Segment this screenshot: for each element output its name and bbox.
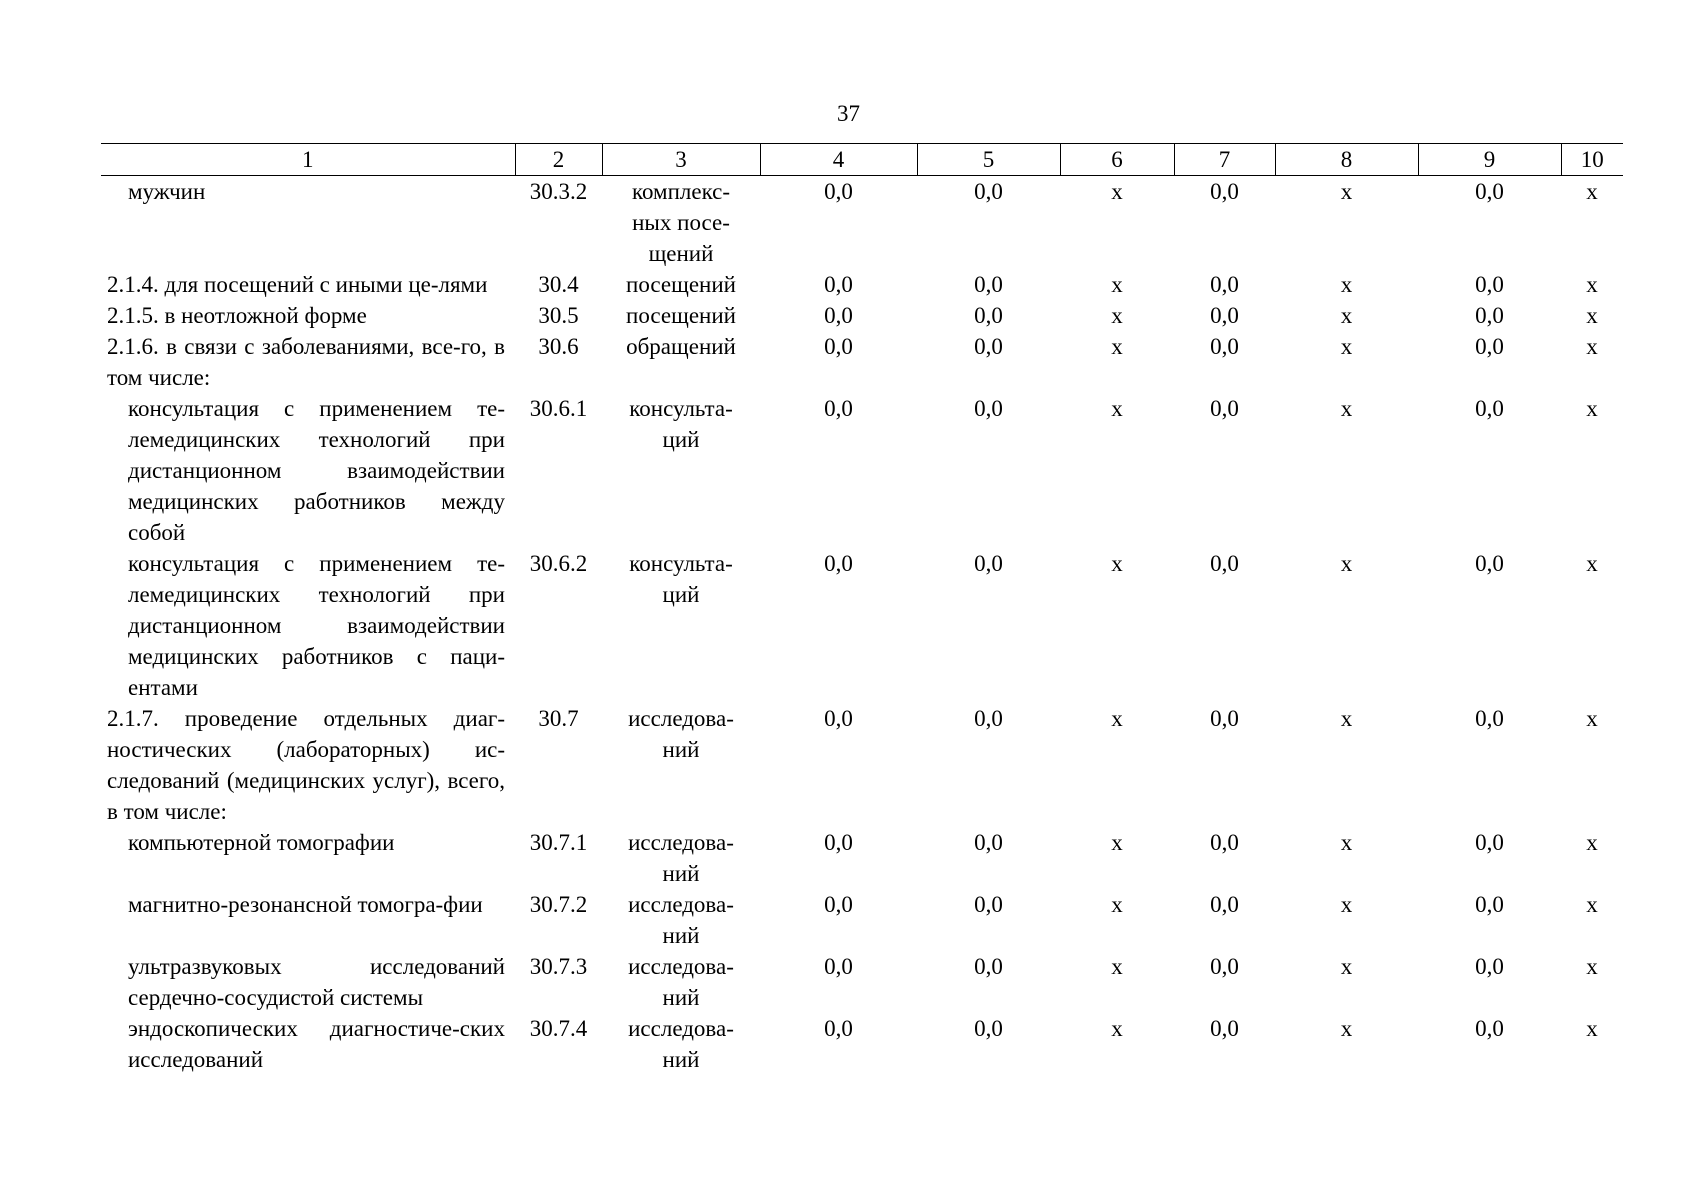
row-value-c6: х	[1111, 334, 1123, 359]
row-unit-line: исследова-	[628, 1016, 734, 1041]
row-value-c7: 0,0	[1210, 706, 1239, 731]
row-value-c5: 0,0	[974, 179, 1003, 204]
row-value-c8: х	[1340, 1016, 1353, 1041]
row-value-c5: 0,0	[974, 706, 1003, 731]
row-value-c6: х	[1111, 830, 1123, 855]
row-code: 30.6.1	[529, 396, 588, 421]
row-value-c5: 0,0	[974, 954, 1003, 979]
row-name: 2.1.6. в связи с заболеваниями, все-го, в том числе:	[107, 334, 505, 390]
row-unit-line: исследова-	[628, 954, 734, 979]
row-code: 30.7.4	[529, 1016, 588, 1041]
row-unit-line: ний	[662, 1047, 700, 1072]
row-unit-line: ний	[662, 923, 700, 948]
table-row	[101, 889, 1623, 951]
row-value-c4: 0,0	[824, 334, 853, 359]
row-unit-line: обращений	[626, 334, 736, 359]
row-value-c10: х	[1586, 1016, 1598, 1041]
row-unit-line: исследова-	[628, 892, 734, 917]
row-value-c8: х	[1340, 892, 1353, 917]
header-cell-10: 10	[1561, 144, 1623, 176]
header-cell-8: 8	[1275, 144, 1418, 176]
row-unit	[602, 703, 760, 827]
page-number: 37	[837, 101, 860, 126]
row-value-c9: 0,0	[1475, 954, 1504, 979]
row-unit	[602, 951, 760, 1013]
row-value-c9: 0,0	[1475, 706, 1504, 731]
row-name: магнитно-резонансной томогра-фии	[128, 892, 483, 917]
row-value-c6: х	[1111, 551, 1123, 576]
row-value-c8: х	[1340, 551, 1353, 576]
row-value-c6: х	[1111, 954, 1123, 979]
row-code: 30.3.2	[529, 179, 588, 204]
row-unit	[602, 393, 760, 548]
row-value-c6: х	[1111, 303, 1123, 328]
header-cell-1: 1	[101, 144, 515, 176]
header-cell-9: 9	[1418, 144, 1561, 176]
row-value-c4: 0,0	[824, 396, 853, 421]
header-cell-5: 5	[917, 144, 1060, 176]
row-value-c7: 0,0	[1210, 396, 1239, 421]
row-unit	[602, 548, 760, 703]
row-value-c10: х	[1586, 334, 1598, 359]
row-value-c8: х	[1340, 334, 1353, 359]
row-value-c10: х	[1586, 551, 1598, 576]
row-value-c4: 0,0	[824, 706, 853, 731]
row-unit-line: исследова-	[628, 830, 734, 855]
row-unit-line: комплекс-	[631, 179, 731, 204]
row-unit	[602, 827, 760, 889]
row-value-c4: 0,0	[824, 272, 853, 297]
table-header	[101, 144, 1623, 176]
row-value-c7: 0,0	[1210, 334, 1239, 359]
row-code: 30.6	[538, 334, 579, 359]
row-value-c7: 0,0	[1210, 551, 1239, 576]
header-cell-3: 3	[602, 144, 760, 176]
row-value-c5: 0,0	[974, 892, 1003, 917]
row-value-c7: 0,0	[1210, 830, 1239, 855]
row-value-c4: 0,0	[824, 303, 853, 328]
table-row	[101, 393, 1623, 548]
row-value-c8: х	[1340, 954, 1353, 979]
row-code: 30.5	[538, 303, 579, 328]
row-value-c5: 0,0	[974, 303, 1003, 328]
table-row	[101, 827, 1623, 889]
row-value-c5: 0,0	[974, 551, 1003, 576]
row-code: 30.6.2	[529, 551, 588, 576]
row-unit-line: ных посе-	[632, 210, 730, 235]
row-value-c8: х	[1340, 272, 1353, 297]
row-name: мужчин	[128, 179, 206, 204]
row-value-c10: х	[1586, 830, 1598, 855]
row-value-c4: 0,0	[824, 179, 853, 204]
row-name: 2.1.7. проведение отдельных диаг-ностических (лабораторных) ис-следований (медицинских услуг), всего, в том числе:	[107, 706, 505, 824]
row-value-c4: 0,0	[824, 1016, 853, 1041]
row-value-c7: 0,0	[1210, 954, 1239, 979]
header-cell-6: 6	[1060, 144, 1174, 176]
row-name: консультация с применением те-лемедицинских технологий при дистанционном взаимодействии медицинских работников с паци-ентами	[128, 551, 505, 700]
row-value-c10: х	[1586, 303, 1598, 328]
row-value-c4: 0,0	[824, 892, 853, 917]
row-value-c9: 0,0	[1475, 892, 1504, 917]
row-unit-line: посещений	[626, 303, 736, 328]
row-value-c4: 0,0	[824, 551, 853, 576]
row-unit-line: ций	[662, 582, 700, 607]
table-row	[101, 1013, 1623, 1075]
table-row	[101, 269, 1623, 300]
row-code: 30.7	[538, 706, 579, 731]
row-value-c6: х	[1111, 892, 1123, 917]
table-row	[101, 176, 1623, 270]
row-unit-line: ний	[662, 861, 700, 886]
row-unit-line: посещений	[626, 272, 736, 297]
row-value-c5: 0,0	[974, 1016, 1003, 1041]
row-value-c8: х	[1340, 179, 1353, 204]
row-unit	[602, 300, 760, 331]
row-code: 30.7.2	[529, 892, 588, 917]
row-unit-line: ций	[662, 427, 700, 452]
row-value-c9: 0,0	[1475, 272, 1504, 297]
table-body	[101, 176, 1623, 1076]
row-value-c10: х	[1586, 954, 1598, 979]
row-value-c6: х	[1111, 706, 1123, 731]
row-name: ультразвуковых исследований сердечно-сосудистой системы	[128, 954, 505, 1010]
row-value-c6: х	[1111, 179, 1123, 204]
row-unit-line: консульта-	[629, 396, 733, 421]
row-value-c8: х	[1340, 830, 1353, 855]
row-unit-line: ний	[662, 985, 700, 1010]
header-row	[101, 144, 1623, 176]
row-value-c7: 0,0	[1210, 303, 1239, 328]
row-unit	[602, 889, 760, 951]
header-cell-2: 2	[515, 144, 602, 176]
row-value-c10: х	[1586, 396, 1598, 421]
row-unit	[602, 176, 760, 270]
row-value-c9: 0,0	[1475, 334, 1504, 359]
row-value-c8: х	[1340, 396, 1353, 421]
row-value-c6: х	[1111, 396, 1123, 421]
row-value-c8: х	[1340, 303, 1353, 328]
table-row	[101, 548, 1623, 703]
row-value-c7: 0,0	[1210, 179, 1239, 204]
row-value-c9: 0,0	[1475, 551, 1504, 576]
row-name: консультация с применением те-лемедицинских технологий при дистанционном взаимодействии медицинских работников между собой	[128, 396, 505, 545]
row-name: компьютерной томографии	[128, 830, 395, 855]
row-value-c6: х	[1111, 1016, 1123, 1041]
row-value-c9: 0,0	[1475, 830, 1504, 855]
data-table	[101, 143, 1623, 1075]
row-value-c10: х	[1586, 272, 1598, 297]
row-value-c9: 0,0	[1475, 1016, 1504, 1041]
row-value-c9: 0,0	[1475, 303, 1504, 328]
row-unit	[602, 269, 760, 300]
table-row	[101, 951, 1623, 1013]
row-value-c9: 0,0	[1475, 179, 1504, 204]
row-name: эндоскопических диагностиче-ских исследований	[128, 1016, 505, 1072]
row-value-c6: х	[1111, 272, 1123, 297]
row-code: 30.4	[538, 272, 579, 297]
row-value-c10: х	[1586, 706, 1598, 731]
row-value-c8: х	[1340, 706, 1353, 731]
row-unit-line: консульта-	[629, 551, 733, 576]
row-unit	[602, 331, 760, 393]
table-row	[101, 331, 1623, 393]
row-value-c5: 0,0	[974, 334, 1003, 359]
row-unit-line: ний	[662, 737, 700, 762]
row-value-c7: 0,0	[1210, 1016, 1239, 1041]
row-unit-line: щений	[648, 241, 714, 266]
header-cell-4: 4	[760, 144, 917, 176]
table-row	[101, 300, 1623, 331]
row-value-c7: 0,0	[1210, 272, 1239, 297]
row-value-c4: 0,0	[824, 830, 853, 855]
row-code: 30.7.1	[529, 830, 588, 855]
row-name: 2.1.5. в неотложной форме	[107, 303, 367, 328]
row-value-c7: 0,0	[1210, 892, 1239, 917]
row-unit	[602, 1013, 760, 1075]
row-code: 30.7.3	[529, 954, 588, 979]
row-value-c9: 0,0	[1475, 396, 1504, 421]
row-value-c5: 0,0	[974, 830, 1003, 855]
row-value-c5: 0,0	[974, 396, 1003, 421]
row-value-c4: 0,0	[824, 954, 853, 979]
row-value-c10: х	[1586, 892, 1598, 917]
table-row	[101, 703, 1623, 827]
row-unit-line: исследова-	[628, 706, 734, 731]
row-value-c5: 0,0	[974, 272, 1003, 297]
header-cell-7: 7	[1174, 144, 1275, 176]
row-name: 2.1.4. для посещений с иными це-лями	[107, 272, 488, 297]
row-value-c10: х	[1586, 179, 1598, 204]
